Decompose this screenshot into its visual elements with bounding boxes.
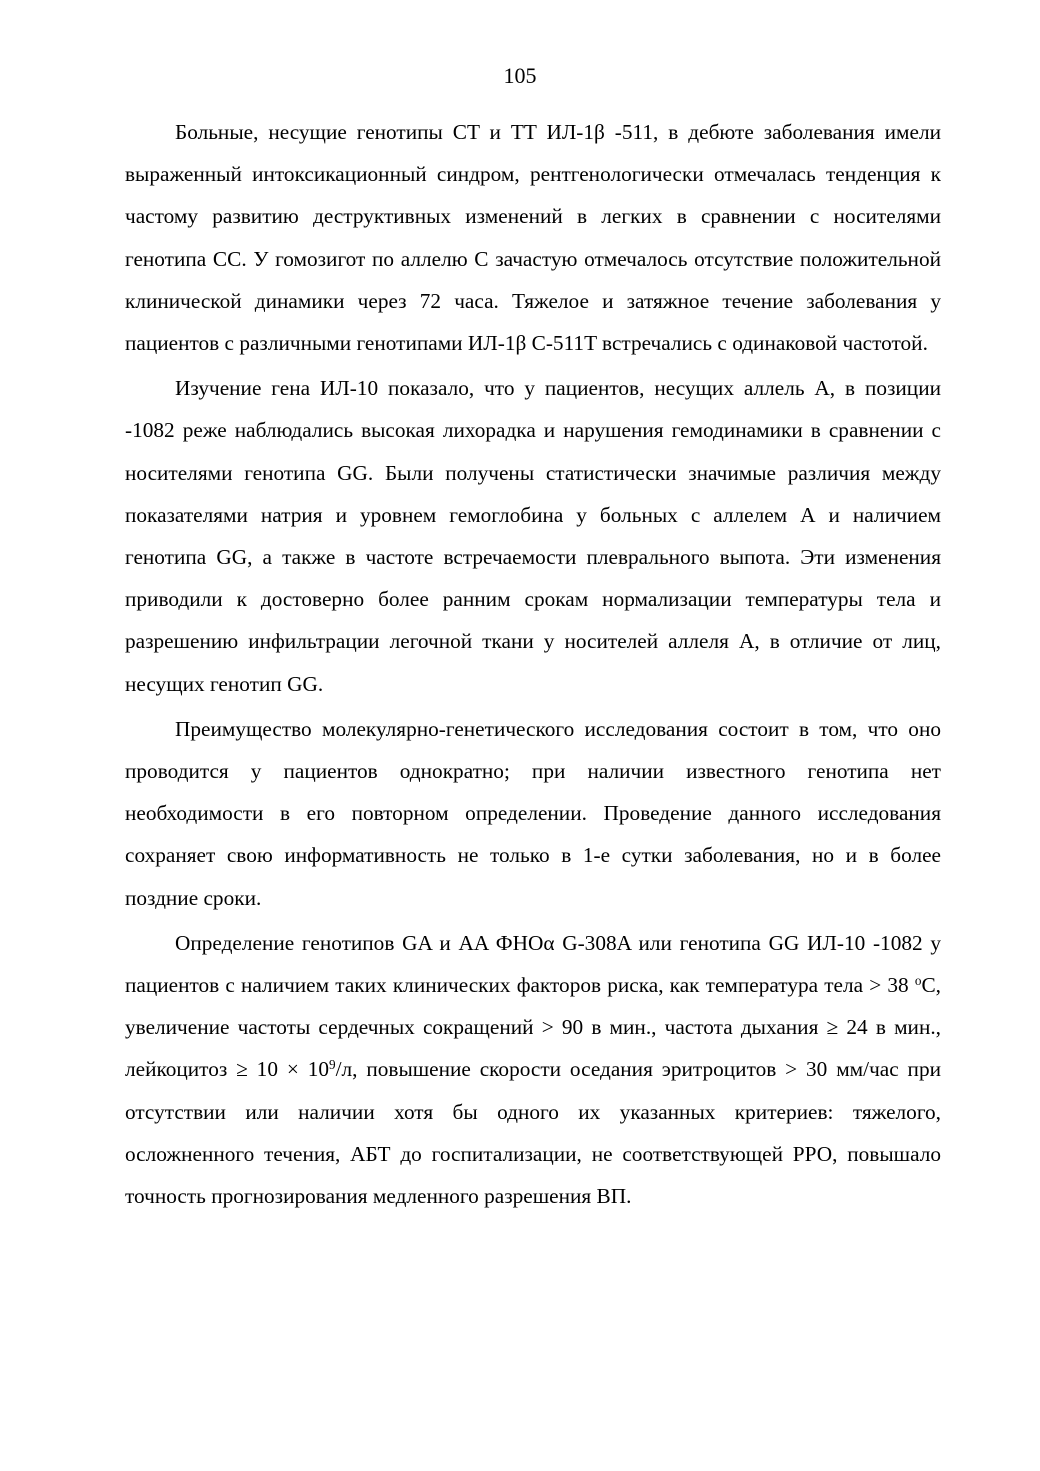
paragraph-2: Изучение гена ИЛ-10 показало, что у пациентов, несущих аллель А, в позиции -1082 реже наблюдались высокая лихорадка и нарушения гемодинамики в сравнении с носителями генотипа GG. Были получены статистически значимые различия между показателями натрия и уровнем гемоглобина у больных с аллелем А и наличием генотипа GG, а также в частоте встречаемости плеврального выпота. Эти изменения приводили к достоверно более ранним срокам нормализации температуры тела и разрешению инфильтрации легочной ткани у носителей аллеля А, в отличие от лиц, несущих генотип GG. [125,376,941,696]
paragraph-4 [125,922,941,1217]
exponent-superscript: 9 [329,1057,336,1073]
degree-superscript: o [914,972,922,988]
paragraph-4-part-3: /л, повышение скорости оседания эритроцитов > 30 мм/час при отсутствии или наличии хотя бы одного их указанных критериев: тяжелого, осложненного течения, АБТ до госпитализации, не соответствующей РРО, повышало точность прогнозирования медленного разрешения ВП. [125,1057,941,1209]
paragraph-3: Преимущество молекулярно-генетического исследования состоит в том, что оно проводится у пациентов однократно; при наличии известного генотипа нет необходимости в его повторном определении. Проведение данного исследования сохраняет свою информативность не только в 1-е сутки заболевания, но и в более поздние сроки. [125,716,941,910]
paragraph-4-part-2: С, увеличение частоты сердечных сокращений > 90 в мин., частота дыхания ≥ 24 в мин., лейкоцитоз ≥ 10 × 10 [125,973,941,1082]
paragraph-1: Больные, несущие генотипы CT и TT ИЛ-1β -511, в дебюте заболевания имели выраженный интоксикационный синдром, рентгенологически отмечалась тенденция к частому развитию деструктивных изменений в легких в сравнении с носителями генотипа CC. У гомозигот по аллелю C зачастую отмечалось отсутствие положительной клинической динамики через 72 часа. Тяжелое и затяжное течение заболевания у пациентов с различными генотипами ИЛ-1β C-511T встречались с одинаковой частотой. [125,120,941,356]
body-text [125,111,941,1220]
page-number: 105 [503,63,537,88]
paragraph-4-part-1: Определение генотипов GA и AA ФНОα G-308A или генотипа GG ИЛ-10 -1082 у пациентов с наличием таких клинических факторов риска, как температура тела > 38 [125,930,941,998]
